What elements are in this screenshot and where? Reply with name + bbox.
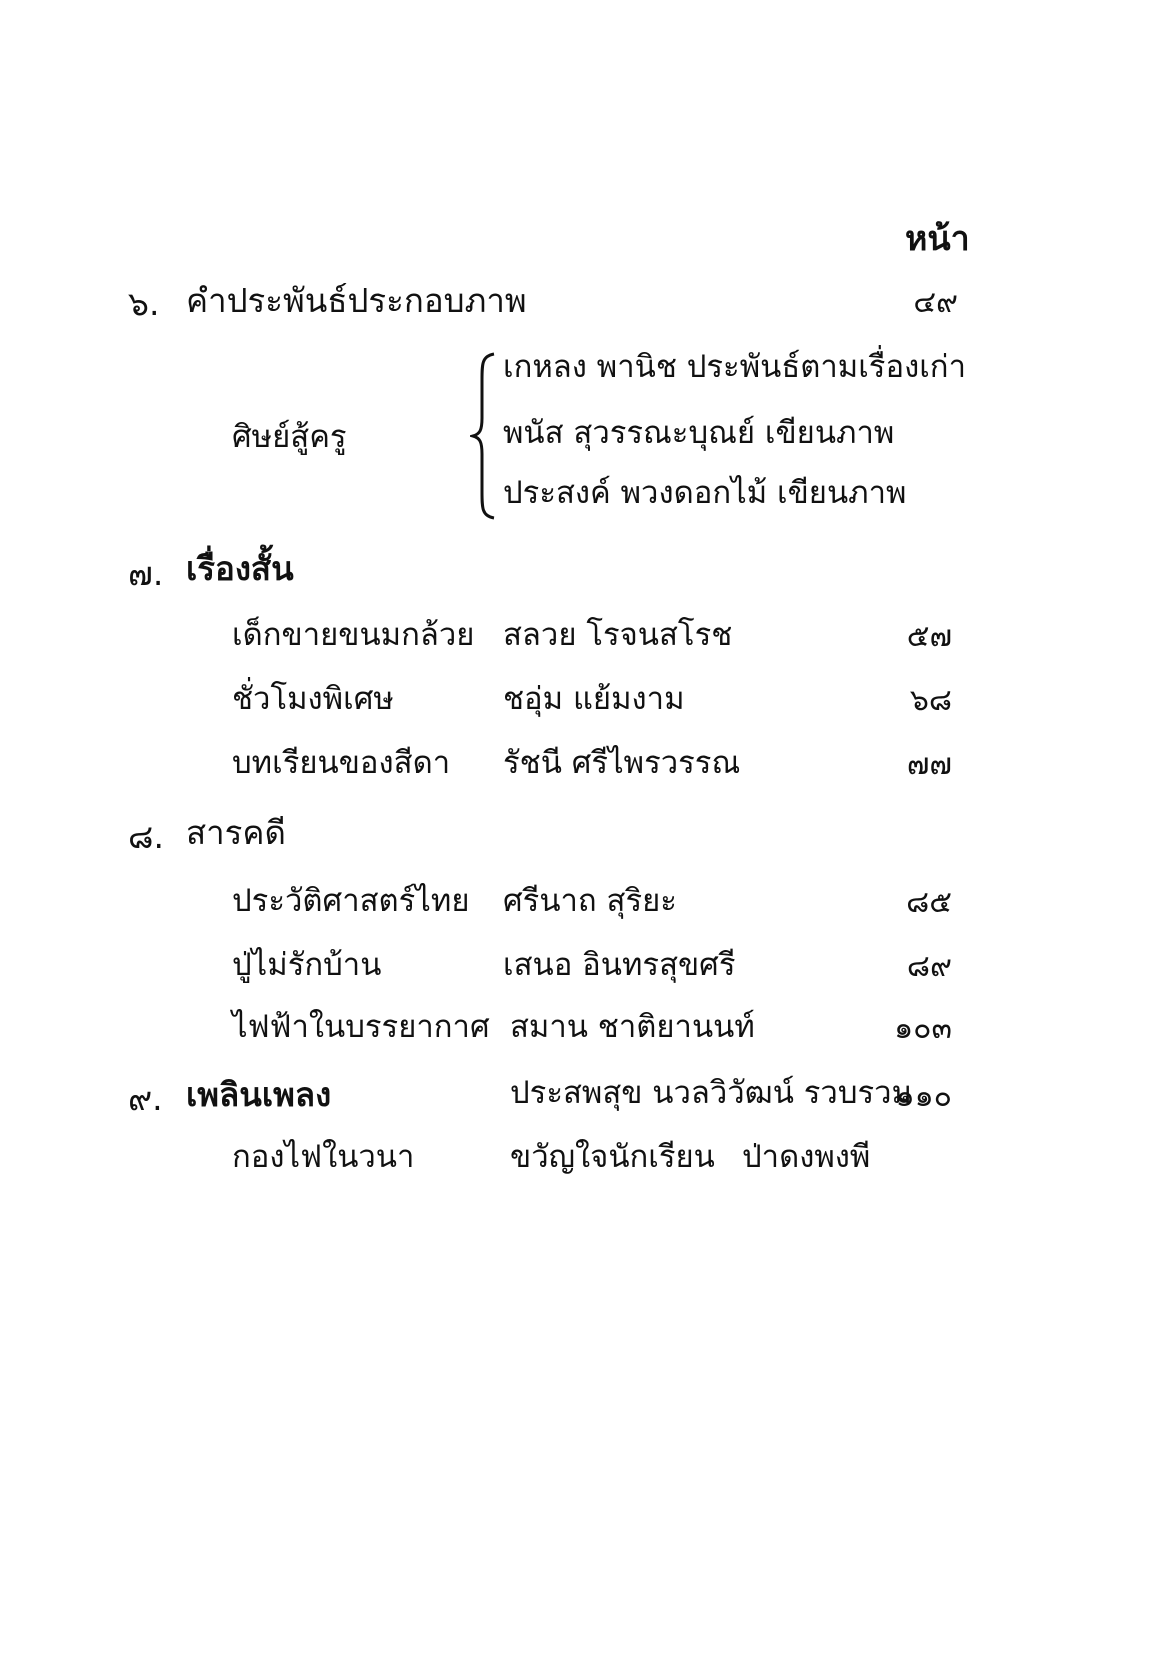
entry-title: กองไฟในวนา xyxy=(232,1139,415,1175)
section-number: ๘. xyxy=(128,817,164,856)
entry-title: ปู่ไม่รักบ้าน xyxy=(232,947,382,983)
page-number: ๘๕ xyxy=(906,885,952,920)
page-column-header: หน้า xyxy=(905,219,970,259)
section-title: เพลินเพลง xyxy=(186,1075,332,1114)
page-number: ๗๗ xyxy=(906,747,952,782)
entry-title: ศิษย์สู้ครู xyxy=(232,419,347,455)
page-number: ๖๘ xyxy=(909,683,952,718)
page-number: ๑๐๓ xyxy=(894,1011,952,1046)
entry-title: ประวัติศาสตร์ไทย xyxy=(232,883,470,919)
entry-author: ขวัญใจนักเรียน xyxy=(510,1139,715,1175)
entry-author: ศรีนาถ สุริยะ xyxy=(503,883,677,919)
section-compiler: ประสพสุข นวลวิวัฒน์ รวบรวม xyxy=(510,1075,912,1111)
entry-title: บทเรียนของสีดา xyxy=(232,745,451,781)
curly-brace-icon xyxy=(470,350,500,522)
page-number: ๔๙ xyxy=(913,285,958,320)
section-title: เรื่องสั้น xyxy=(186,549,294,588)
page-number: ๘๙ xyxy=(906,949,952,984)
entry-tune: ป่าดงพงพี xyxy=(742,1139,871,1175)
credit-line: พนัส สุวรรณะบุณย์ เขียนภาพ xyxy=(503,415,895,451)
entry-title: เด็กขายขนมกล้วย xyxy=(232,617,475,653)
entry-title: ไฟฟ้าในบรรยากาศ xyxy=(232,1009,490,1045)
entry-author: สมาน ชาติยานนท์ xyxy=(510,1009,755,1045)
credit-line: ประสงค์ พวงดอกไม้ เขียนภาพ xyxy=(503,475,907,511)
entry-author: ชอุ่ม แย้มงาม xyxy=(503,681,685,717)
page-number: ๕๗ xyxy=(906,619,952,654)
section-title: สารคดี xyxy=(186,813,286,852)
entry-author: สลวย โรจนสโรช xyxy=(503,617,733,653)
entry-title: ชั่วโมงพิเศษ xyxy=(232,681,394,717)
page-number: ๑๑๐ xyxy=(895,1079,952,1114)
section-number: ๖. xyxy=(128,284,160,323)
section-number: ๗. xyxy=(128,554,164,593)
section-title: คำประพันธ์ประกอบภาพ xyxy=(186,281,527,320)
credit-line: เกหลง พานิช ประพันธ์ตามเรื่องเก่า xyxy=(503,349,966,385)
entry-author: รัชนี ศรีไพรวรรณ xyxy=(503,745,741,781)
entry-author: เสนอ อินทรสุขศรี xyxy=(503,947,736,983)
section-number: ๙. xyxy=(128,1079,163,1118)
